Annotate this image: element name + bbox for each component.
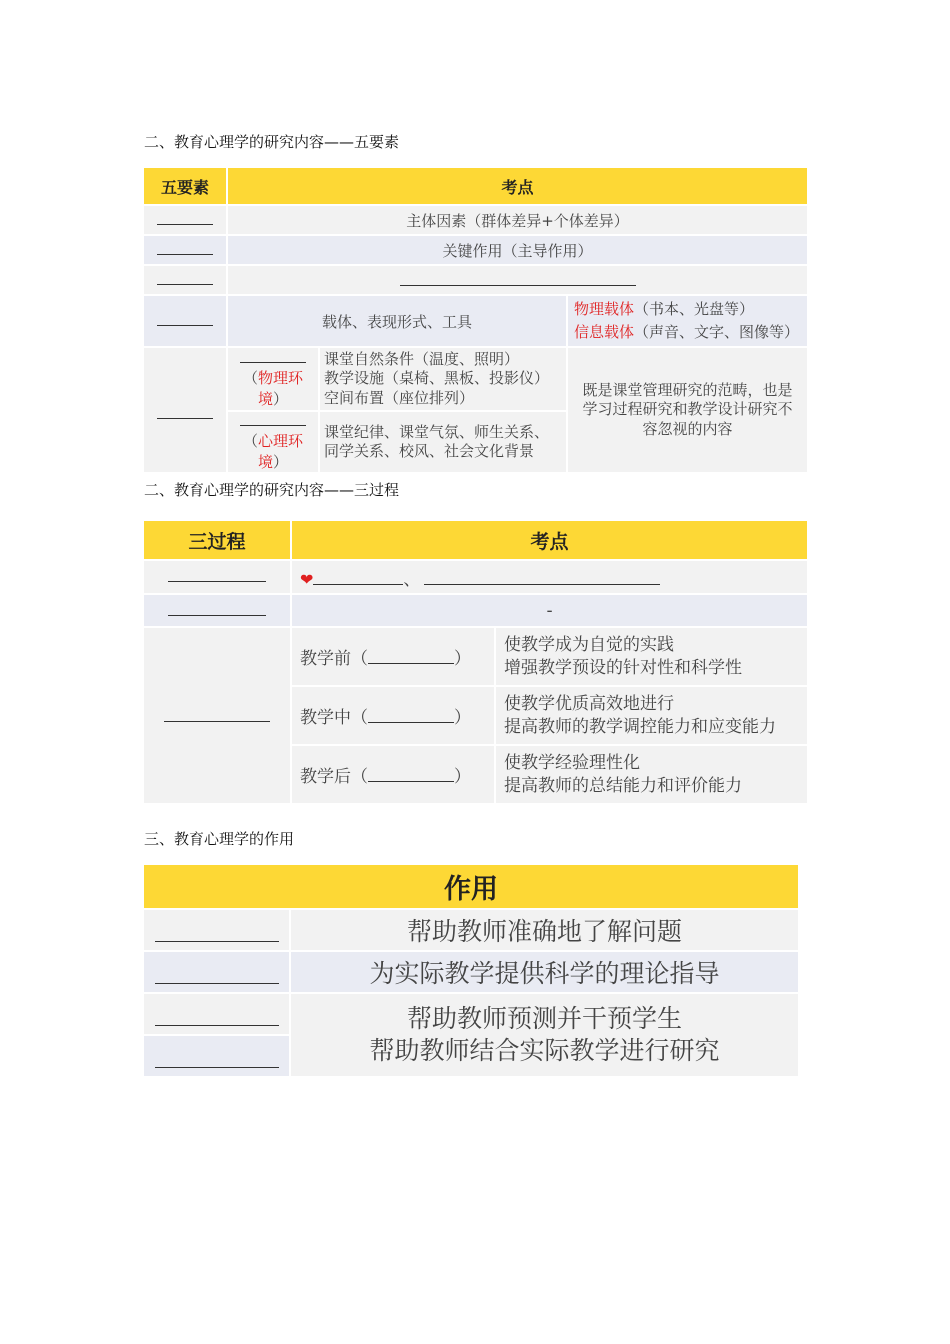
mental-env-label: 心理环境: [257, 432, 304, 471]
five-elements-table: [142, 166, 809, 474]
stage-during-detail: [495, 686, 808, 745]
blank-answer-line[interactable]: [368, 663, 454, 664]
physical-env-items: [319, 347, 567, 411]
blank-answer-line[interactable]: [424, 584, 660, 585]
blank-answer-line[interactable]: [368, 722, 454, 723]
mental-env-item: 同学关系、校风、社会文化背景: [324, 442, 535, 460]
function-3-4: [290, 993, 799, 1077]
blank-cell[interactable]: [143, 560, 291, 594]
stage-label: 教学中（: [300, 708, 368, 728]
bracket: ）: [454, 708, 471, 728]
note-line: 既是课堂管理研究的范畴，也是: [582, 380, 793, 399]
section3-heading: 三、教育心理学的作用: [144, 830, 295, 848]
mental-env-item: 课堂纪律、课堂气氛、师生关系、: [324, 422, 550, 441]
stage-during: [291, 686, 495, 745]
key-role: 关键作用（主导作用）: [227, 235, 808, 265]
function-2: 为实际教学提供科学的理论指导: [290, 951, 799, 993]
blank-cell[interactable]: [143, 909, 290, 951]
bracket: ）: [454, 649, 471, 669]
detail-line: 增强教学预设的针对性和科学性: [504, 657, 742, 678]
stage-before-detail: [495, 627, 808, 686]
blank-answer-line[interactable]: [368, 781, 454, 782]
physical-env-item: 课堂自然条件（温度、照明）: [324, 349, 520, 368]
blank-cell[interactable]: [143, 347, 227, 473]
section2-heading: 二、教育心理学的研究内容——三过程: [144, 481, 400, 499]
physical-environment: （物理环境）: [227, 347, 319, 411]
process-blank-row: [291, 560, 808, 594]
physical-env-label: 物理环境: [257, 369, 304, 408]
stage-after: [291, 745, 495, 804]
physical-env-item: 教学设施（桌椅、黑板、投影仪）: [324, 369, 550, 388]
mental-environment: （心理环境）: [227, 411, 319, 473]
function-line: 帮助教师结合实际教学进行研究: [369, 1036, 720, 1065]
detail-line: 提高教师的教学调控能力和应变能力: [504, 716, 776, 737]
detail-line: 使教学优质高效地进行: [504, 694, 674, 715]
environment-note: [567, 347, 808, 473]
header-functions: 作用: [143, 864, 799, 909]
blank-answer-line[interactable]: [313, 584, 403, 585]
stage-after-detail: [495, 745, 808, 804]
stage-before: [291, 627, 495, 686]
subject-factor: 主体因素（群体差异+个体差异）: [227, 205, 808, 235]
blank-cell[interactable]: [143, 205, 227, 235]
blank-cell[interactable]: [143, 594, 291, 627]
detail-line: 使教学经验理性化: [504, 753, 640, 774]
functions-table: [142, 863, 800, 1078]
function-1: 帮助教师准确地了解问题: [290, 909, 799, 951]
blank-cell[interactable]: [143, 235, 227, 265]
dash-cell: -: [291, 594, 808, 627]
blank-cell[interactable]: [143, 993, 290, 1035]
header-key-points: 考点: [291, 520, 808, 560]
stage-label: 教学后（: [300, 767, 368, 787]
function-line: 帮助教师预测并干预学生: [406, 1003, 682, 1033]
blank-cell[interactable]: [143, 951, 290, 993]
carrier-description: 载体、表现形式、工具: [227, 295, 567, 347]
note-line: 学习过程研究和教学设计研究不: [582, 400, 793, 419]
stage-label: 教学前（: [300, 649, 368, 669]
carrier-types: [567, 295, 808, 347]
three-processes-table: [142, 519, 809, 805]
section1-heading: 二、教育心理学的研究内容——五要素: [144, 133, 400, 151]
info-carrier-label: 信息载体: [574, 323, 635, 341]
bracket: ）: [454, 767, 471, 787]
blank-cell[interactable]: [143, 627, 291, 804]
physical-env-item: 空间布置（座位排列）: [324, 388, 475, 407]
note-line: 容忽视的内容: [642, 419, 733, 438]
detail-line: 提高教师的总结能力和评价能力: [504, 775, 742, 796]
physical-carrier-detail: （书本、光盘等）: [634, 299, 755, 318]
heart-icon: ❤: [300, 569, 314, 589]
mental-env-items: [319, 411, 567, 473]
header-key-points: 考点: [227, 167, 808, 205]
header-five-elements: 五要素: [143, 167, 227, 205]
blank-cell[interactable]: [143, 1035, 290, 1077]
blank-answer-line[interactable]: [227, 265, 808, 295]
blank-cell[interactable]: [143, 295, 227, 347]
physical-carrier-label: 物理载体: [574, 299, 635, 318]
separator: 、: [403, 569, 421, 590]
info-carrier-detail: （声音、文字、图像等）: [634, 323, 800, 341]
detail-line: 使教学成为自觉的实践: [504, 635, 674, 656]
header-three-processes: 三过程: [143, 520, 291, 560]
blank-cell[interactable]: [143, 265, 227, 295]
